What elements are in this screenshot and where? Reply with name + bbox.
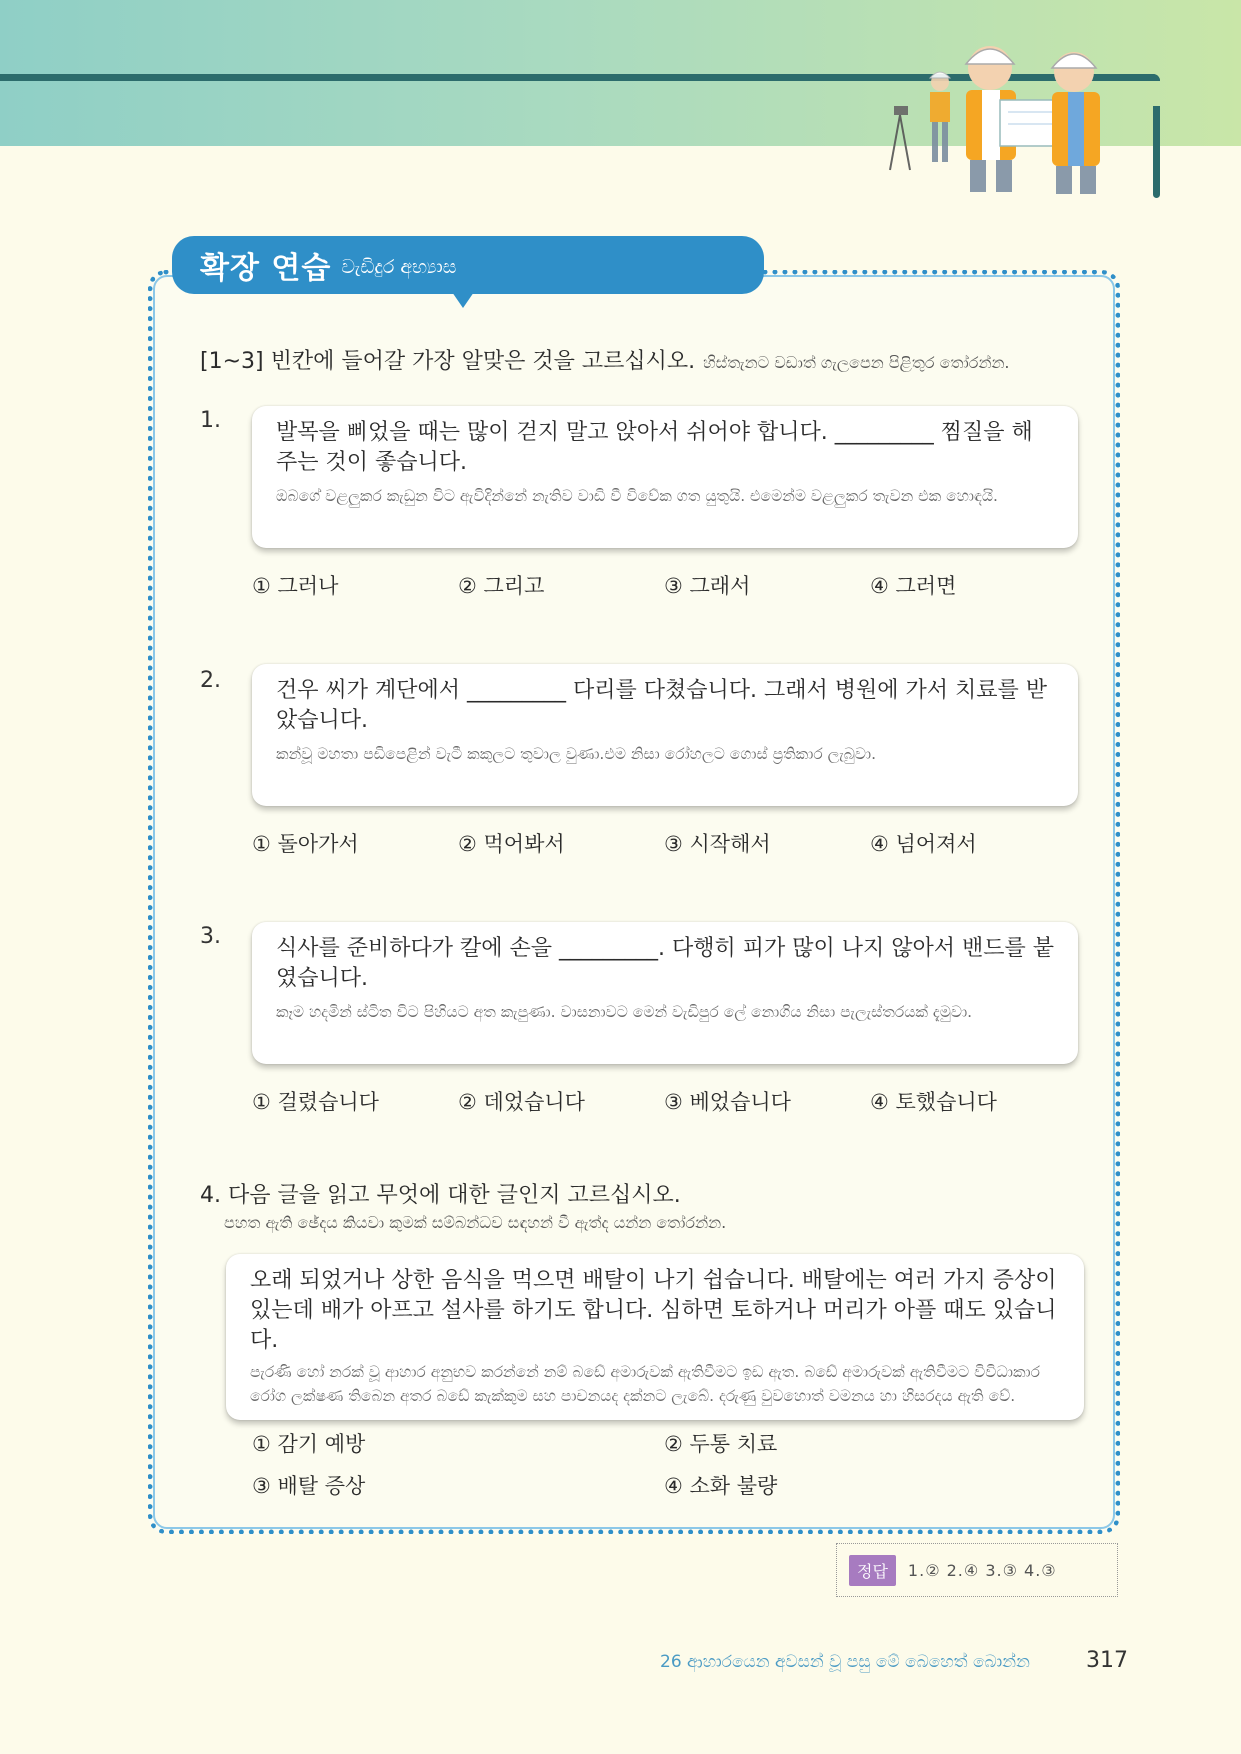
answer-text: 1.② 2.④ 3.③ 4.③	[907, 1560, 1057, 1580]
instruction-ko: [1~3] 빈칸에 들어갈 가장 알맞은 것을 고르십시오.	[200, 349, 696, 374]
option[interactable]: ① 돌아가서	[252, 832, 359, 856]
option[interactable]: ② 데었습니다	[458, 1090, 585, 1114]
question-text-si: කෑම හදමින් ස්ටිත විට පිහියට අත කැපුණා. වාසනාවට මෙන් වැඩිපුර ලේ නොගිය නිසා පැලැස්තරයක් දැමුවා.	[276, 1003, 973, 1021]
option[interactable]: ① 감기 예방	[252, 1432, 366, 1456]
passage-si: පැරණි හෝ නරක් වූ ආහාර අනුභව කරන්නේ නම් බඩේ අමාරුවක් ඇතිවීමට ඉඩ ඇත. බඩේ අමාරුවක් ඇතිවීමට විවිධාකාර රෝග ලක්ෂණ තිබෙන අතර බඩේ කැක්කුම සහ පාචනයද දක්නට ලැබේ. දරුණු වුවහොත් වමනය හා හිසරදය ඇති වේ.	[250, 1363, 1041, 1405]
section-subtitle: වැඩිදුර අභ්‍යාස	[341, 256, 457, 278]
question-number: 2.	[200, 668, 221, 693]
answer-key	[836, 1543, 1118, 1597]
tab-notch	[452, 292, 474, 308]
option[interactable]: ① 그러나	[252, 574, 339, 598]
options-4	[252, 1428, 852, 1500]
option[interactable]: ④ 토했습니다	[870, 1090, 997, 1114]
section-title: 확장 연습	[200, 251, 332, 286]
question-card-3	[252, 922, 1078, 1064]
question-number: 3.	[200, 924, 221, 949]
option[interactable]: ② 먹어봐서	[458, 832, 565, 856]
question-text-si: ඔබගේ වළලුකර කැඩුන විට ඇවිදින්නේ නැතිව වාඩි වී විවේක ගත යුතුයි. එමෙන්ම වළලුකර තැවන එක හොඳයි.	[276, 487, 998, 505]
options-3	[252, 1086, 1050, 1116]
option[interactable]: ④ 넘어져서	[870, 832, 977, 856]
question-text-ko: 건우 씨가 계단에서 _________ 다리를 다쳤습니다. 그래서 병원에 가서 치료를 받았습니다.	[276, 678, 1047, 733]
options-1	[252, 570, 1050, 600]
option[interactable]: ③ 베었습니다	[664, 1090, 791, 1114]
question-number: 1.	[200, 408, 221, 433]
question-card-2	[252, 664, 1078, 806]
option[interactable]: ③ 그래서	[664, 574, 751, 598]
header-line-vertical	[1153, 106, 1160, 198]
section-tab	[172, 236, 764, 294]
option[interactable]: ③ 배탈 증상	[252, 1474, 366, 1498]
question-card-1	[252, 406, 1078, 548]
construction-workers-illustration	[870, 20, 1120, 195]
instruction	[200, 344, 1010, 375]
question-4-title: 4. 다음 글을 읽고 무엇에 대한 글인지 고르십시오.	[200, 1183, 681, 1208]
question-text-ko: 식사를 준비하다가 칼에 손을 _________. 다행히 피가 많이 나지 않아서 밴드를 붙였습니다.	[276, 936, 1054, 991]
option[interactable]: ④ 그러면	[870, 574, 957, 598]
instruction-si: හිස්තැනට වඩාත් ගැලපෙන පිළිතුර තෝරන්න.	[703, 353, 1010, 372]
page-number: 317	[1086, 1648, 1128, 1673]
options-2	[252, 828, 1050, 858]
question-card-4	[226, 1254, 1084, 1420]
option[interactable]: ① 걸렸습니다	[252, 1090, 379, 1114]
answer-label: 정답	[849, 1555, 896, 1586]
footer-chapter: 26 ආහාරයෙන අවසන් වූ පසු මේ බෙහෙත් බොන්න	[660, 1652, 1030, 1672]
question-text-si: කන්වූ මහතා පඩිපෙළින් වැටී කකුලට තුවාල වුණා.එම නිසා රෝහලට ගොස් ප්‍රතිකාර ලැබුවා.	[276, 745, 877, 763]
question-text-ko: 발목을 삐었을 때는 많이 걷지 말고 앉아서 쉬어야 합니다. _________ 찜질을 해 주는 것이 좋습니다.	[276, 420, 1033, 475]
option[interactable]: ② 그리고	[458, 574, 545, 598]
passage-ko: 오래 되었거나 상한 음식을 먹으면 배탈이 나기 쉽습니다. 배탈에는 여러 가지 증상이 있는데 배가 아프고 설사를 하기도 합니다. 심하면 토하거나 머리가 아플 때도 있습니다.	[250, 1268, 1057, 1353]
option[interactable]: ② 두통 치료	[664, 1432, 778, 1456]
option[interactable]: ③ 시작해서	[664, 832, 771, 856]
question-4-subtitle: පහත ඇති ඡේදය කියවා කුමක් සම්බන්ධව සඳහන් වී ඇත්ද යන්න තෝරන්න.	[224, 1213, 727, 1232]
option[interactable]: ④ 소화 불량	[664, 1474, 778, 1498]
